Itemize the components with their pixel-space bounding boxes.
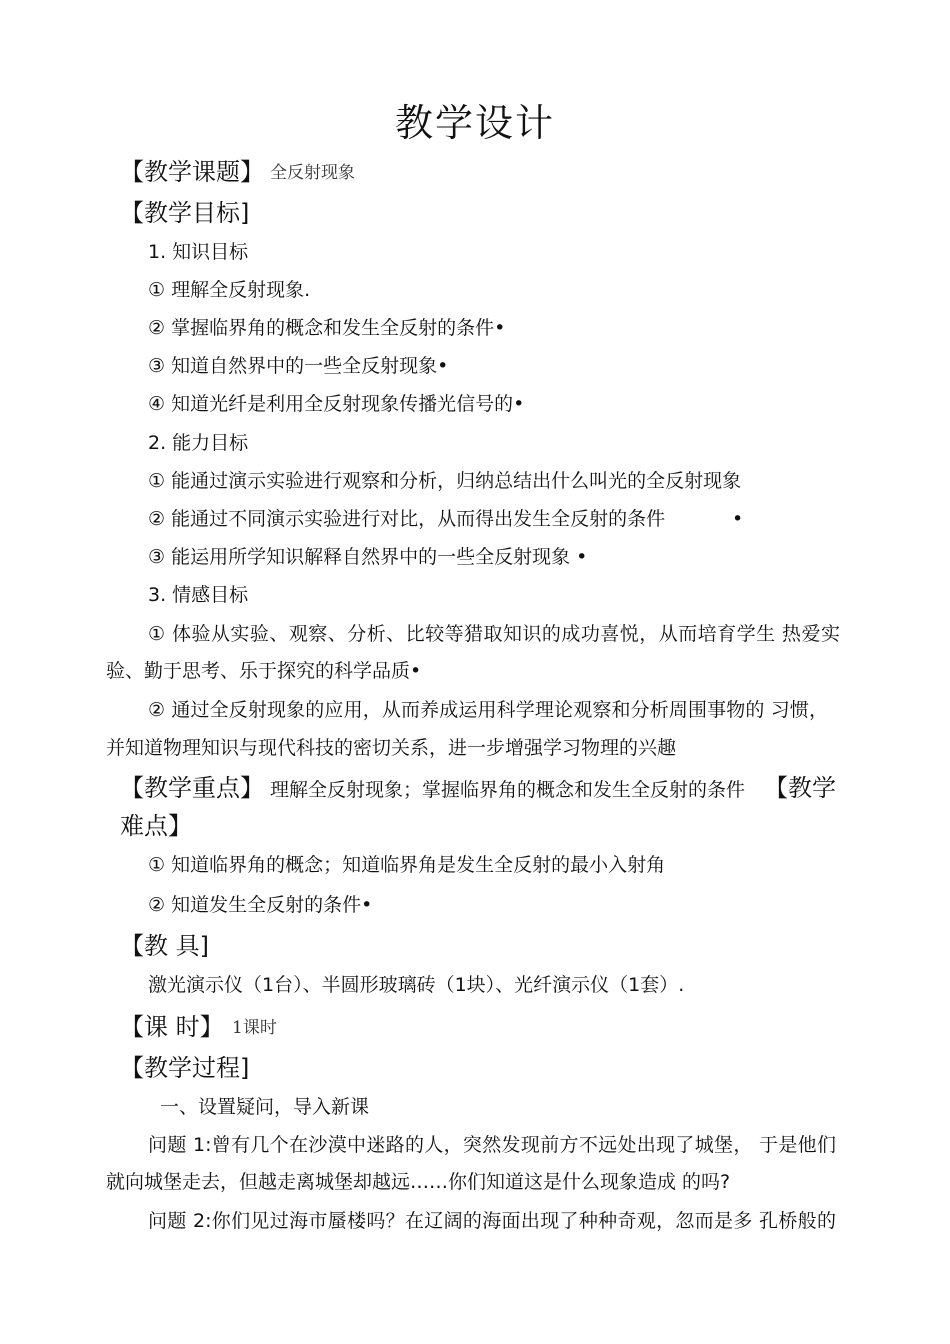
ability-label: 2. 能力目标	[148, 432, 249, 454]
question-1-line-1: 问题 1:曾有几个在沙漠中迷路的人，突然发现前方不远处出现了城堡， 于是他们	[148, 1134, 836, 1156]
difficulty-heading-part-2: 难点】	[120, 812, 192, 840]
ability-item: ① 能通过演示实验进行观察和分析，归纳总结出什么叫光的全反射现象	[148, 470, 742, 492]
difficulty-item: ① 知道临界角的概念；知道临界角是发生全反射的最小入射角	[148, 854, 666, 876]
tools-text: 激光演示仪（1台）、半圆形玻璃砖（1块）、光纤演示仪（1套）.	[148, 974, 685, 996]
emotion-item-2-line-1: ② 通过全反射现象的应用，从而养成运用科学理论观察和分析周围事物的 习惯，	[148, 699, 828, 721]
process-section-1: 一、设置疑问，导入新课	[160, 1096, 370, 1118]
topic-heading: 【教学课题】	[120, 158, 264, 186]
ability-item-bullet: •	[732, 508, 744, 530]
knowledge-item: ③ 知道自然界中的一些全反射现象•	[148, 355, 449, 377]
knowledge-item: ① 理解全反射现象.	[148, 279, 311, 301]
ability-item: ③ 能运用所学知识解释自然界中的一些全反射现象 •	[148, 546, 588, 568]
key-points-text: 理解全反射现象；掌握临界角的概念和发生全反射的条件	[270, 779, 746, 801]
knowledge-item: ④ 知道光纤是利用全反射现象传播光信号的•	[148, 393, 525, 415]
hours-heading: 【课 时】	[120, 1013, 224, 1041]
topic-text: 全反射现象	[270, 163, 355, 183]
emotion-label: 3. 情感目标	[148, 584, 249, 606]
key-points-heading: 【教学重点】	[120, 774, 264, 802]
objectives-heading: 【教学目标]	[120, 199, 250, 227]
difficulty-item: ② 知道发生全反射的条件•	[148, 894, 373, 916]
process-heading: 【教学过程]	[120, 1054, 250, 1082]
difficulty-heading-part-1: 【教学	[764, 774, 836, 802]
question-2-line-1: 问题 2:你们见过海市蜃楼吗？在辽阔的海面出现了种种奇观，忽而是多 孔桥般的	[148, 1210, 836, 1232]
emotion-item-1-line-2: 验、勤于思考、乐于探究的科学品质•	[106, 660, 422, 682]
ability-item: ② 能通过不同演示实验进行对比，从而得出发生全反射的条件	[148, 508, 666, 530]
emotion-item-1-line-1: ① 体验从实验、观察、分析、比较等猎取知识的成功喜悦，从而培育学生 热爱实	[148, 623, 840, 645]
hours-text: 1课时	[232, 1018, 277, 1038]
question-1-line-2: 就向城堡走去，但越走离城堡却越远……你们知道这是什么现象造成 的吗?	[106, 1171, 731, 1193]
knowledge-label: 1. 知识目标	[148, 241, 249, 263]
emotion-item-2-line-2: 并知道物理知识与现代科技的密切关系，进一步增强学习物理的兴趣	[106, 737, 677, 759]
page-title: 教学设计	[394, 101, 555, 145]
knowledge-item: ② 掌握临界角的概念和发生全反射的条件•	[148, 317, 506, 339]
tools-heading: 【教 具]	[120, 932, 209, 960]
